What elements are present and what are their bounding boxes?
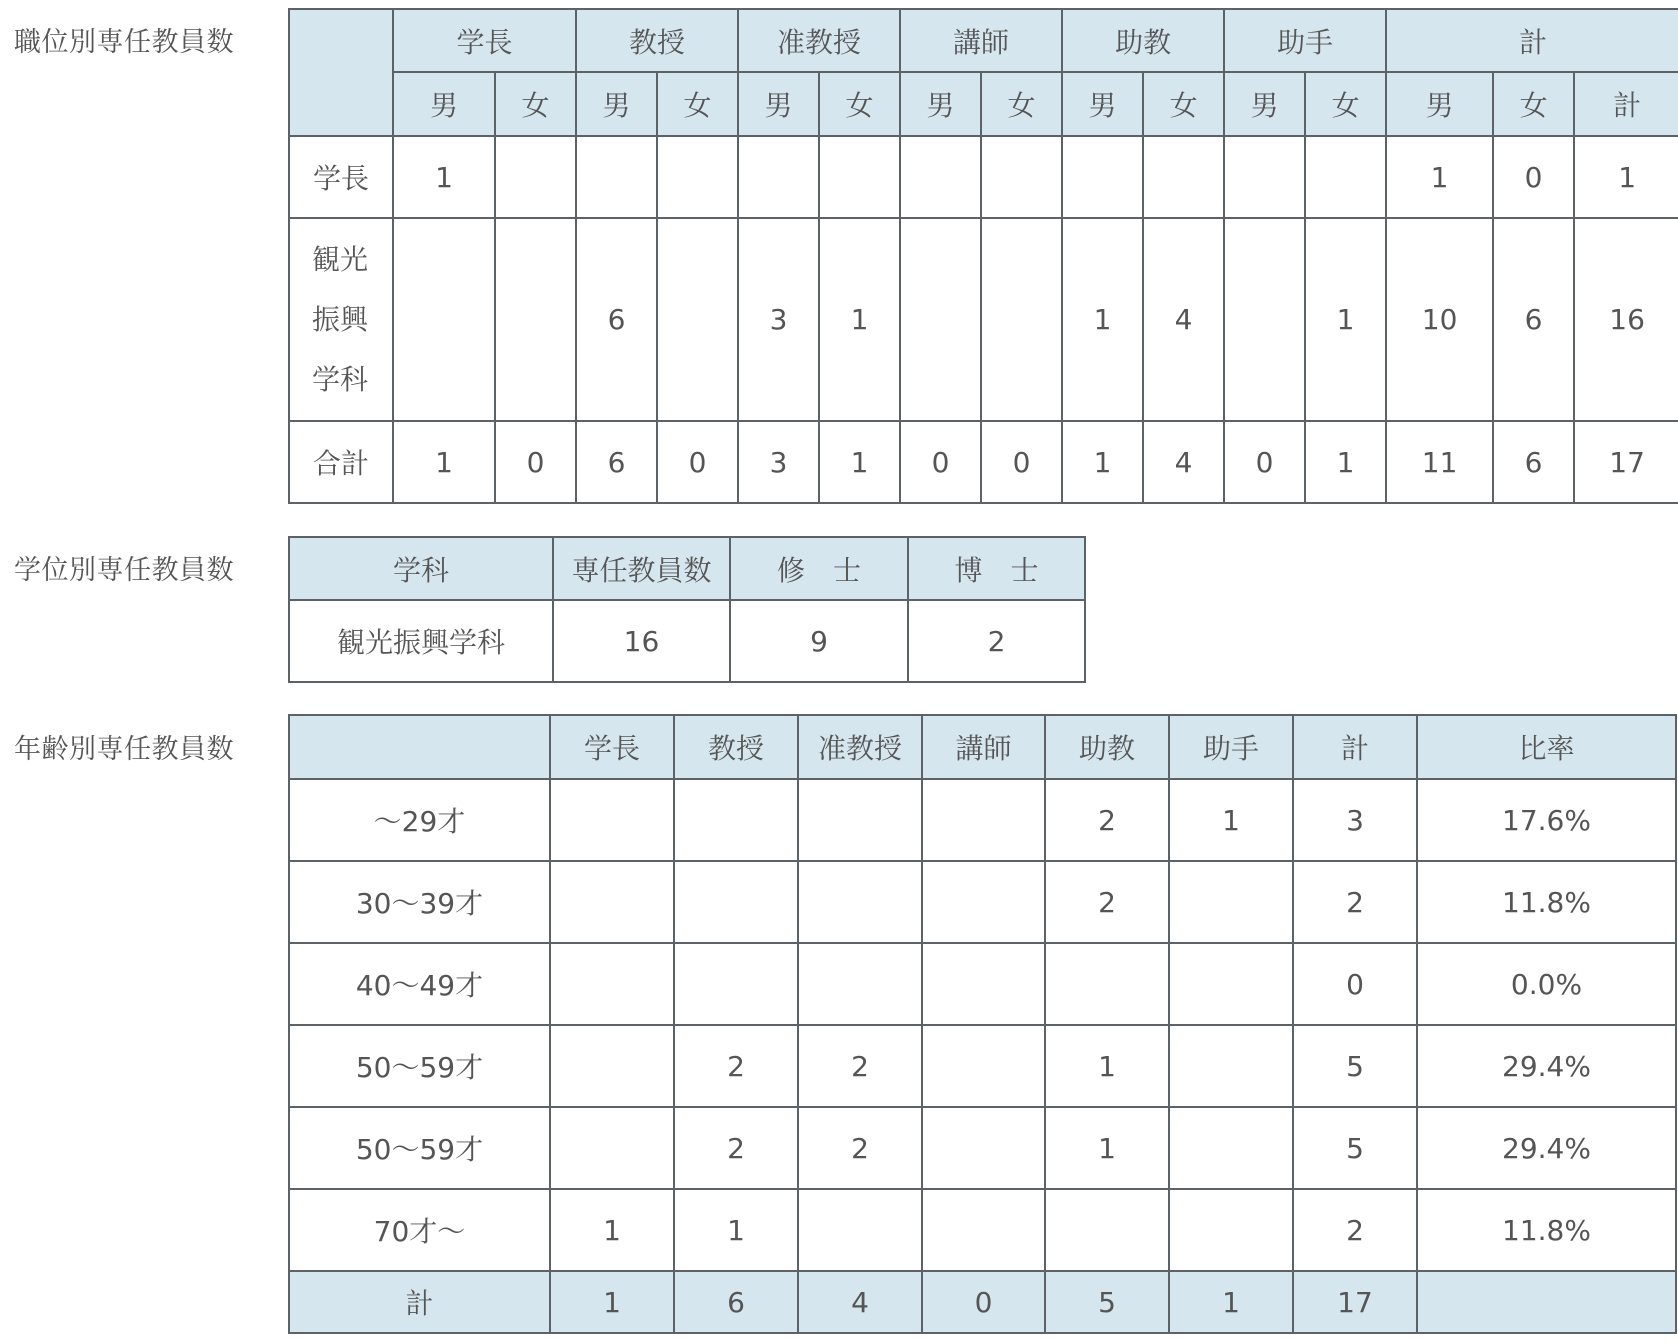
column-header: 専任教員数: [553, 537, 730, 600]
table-cell: [798, 1189, 922, 1271]
row-label: [289, 218, 393, 421]
table-cell: [550, 1107, 674, 1189]
position-corner-cell: [289, 9, 393, 136]
total-cell: 1: [550, 1271, 674, 1333]
table-cell: 2: [1293, 1189, 1417, 1271]
row-label-line: 観光: [312, 242, 369, 276]
age-section-label: 年齢別専任教員数: [14, 734, 234, 765]
table-cell: 3: [1293, 779, 1417, 861]
rank-header: 学長: [393, 9, 576, 72]
table-cell: 0: [1493, 136, 1574, 218]
table-cell: [1045, 1189, 1169, 1271]
table-cell: [495, 136, 576, 218]
gender-header: 男: [1062, 72, 1143, 136]
total-cell: 5: [1045, 1271, 1169, 1333]
table-cell: [798, 861, 922, 943]
table-cell: 2: [1045, 779, 1169, 861]
position-table: [288, 8, 1678, 504]
table-cell: 2: [908, 600, 1085, 682]
table-cell: [981, 136, 1062, 218]
table-cell: 3: [738, 218, 819, 421]
rank-header: 助手: [1224, 9, 1386, 72]
table-cell: 2: [798, 1025, 922, 1107]
table-cell: [1224, 136, 1305, 218]
table-cell: [922, 1189, 1045, 1271]
table-cell: [922, 943, 1045, 1025]
table-cell: [922, 1107, 1045, 1189]
table-cell: 0: [981, 421, 1062, 503]
gender-header: 女: [657, 72, 738, 136]
table-row: [289, 1025, 1676, 1107]
table-cell: 11.8%: [1417, 861, 1676, 943]
table-cell: [550, 943, 674, 1025]
column-header: 計: [1293, 715, 1417, 779]
table-cell: 0: [1224, 421, 1305, 503]
total-cell: 4: [798, 1271, 922, 1333]
degree-header-row: [289, 537, 1085, 600]
gender-header: 女: [1143, 72, 1224, 136]
table-row: [289, 600, 1085, 682]
table-cell: [674, 861, 798, 943]
table-cell: 5: [1293, 1107, 1417, 1189]
age-header-row: [289, 715, 1676, 779]
gender-header: 男: [738, 72, 819, 136]
total-cell: 0: [922, 1271, 1045, 1333]
table-cell: [1169, 943, 1293, 1025]
rank-header: 准教授: [738, 9, 900, 72]
table-cell: [1224, 218, 1305, 421]
table-cell: 2: [1045, 861, 1169, 943]
gender-header: 女: [495, 72, 576, 136]
table-cell: 1: [393, 136, 495, 218]
table-cell: [495, 218, 576, 421]
gender-header: 男: [393, 72, 495, 136]
table-cell: [981, 218, 1062, 421]
table-cell: [657, 136, 738, 218]
row-label-line: 振興: [312, 302, 369, 336]
total-cell: 17: [1293, 1271, 1417, 1333]
degree-section-label: 学位別専任教員数: [14, 555, 234, 586]
gender-header: 男: [576, 72, 657, 136]
table-row: [289, 779, 1676, 861]
rank-header: 計: [1386, 9, 1678, 72]
table-cell: 2: [798, 1107, 922, 1189]
table-cell: [738, 136, 819, 218]
gender-header: 計: [1574, 72, 1678, 136]
table-row: [289, 943, 1676, 1025]
table-cell: 29.4%: [1417, 1107, 1676, 1189]
table-cell: [393, 218, 495, 421]
table-cell: 9: [730, 600, 908, 682]
table-cell: [550, 779, 674, 861]
table-cell: 11.8%: [1417, 1189, 1676, 1271]
position-section-label: 職位別専任教員数: [14, 27, 234, 58]
table-cell: 10: [1386, 218, 1493, 421]
table-cell: 1: [393, 421, 495, 503]
table-cell: [922, 861, 1045, 943]
position-rank-header-row: [289, 9, 1678, 72]
table-cell: 1: [1169, 779, 1293, 861]
table-row: [289, 1107, 1676, 1189]
table-cell: 29.4%: [1417, 1025, 1676, 1107]
column-header: 修 士: [730, 537, 908, 600]
table-cell: 4: [1143, 218, 1224, 421]
table-cell: 6: [576, 421, 657, 503]
table-cell: 1: [1045, 1107, 1169, 1189]
table-cell: 2: [674, 1025, 798, 1107]
table-cell: [1045, 943, 1169, 1025]
table-cell: 2: [1293, 861, 1417, 943]
gender-header: 女: [819, 72, 900, 136]
column-header: 学科: [289, 537, 553, 600]
column-header: 講師: [922, 715, 1045, 779]
rank-header: 助教: [1062, 9, 1224, 72]
table-cell: 4: [1143, 421, 1224, 503]
table-cell: 1: [1062, 218, 1143, 421]
column-header: 助手: [1169, 715, 1293, 779]
table-cell: 1: [1305, 218, 1386, 421]
table-cell: 16: [553, 600, 730, 682]
table-cell: 0: [900, 421, 981, 503]
row-label-line: 学科: [312, 362, 369, 396]
table-cell: 0: [657, 421, 738, 503]
table-cell: [674, 943, 798, 1025]
table-cell: 0.0%: [1417, 943, 1676, 1025]
gender-header: 男: [1224, 72, 1305, 136]
column-header: 教授: [674, 715, 798, 779]
table-cell: [922, 779, 1045, 861]
table-cell: 6: [576, 218, 657, 421]
table-cell: [550, 861, 674, 943]
column-header: [289, 715, 550, 779]
row-label: 40～49才: [289, 943, 550, 1025]
table-cell: 6: [1493, 421, 1574, 503]
row-label: 学長: [289, 136, 393, 218]
table-cell: [798, 943, 922, 1025]
column-header: 博 士: [908, 537, 1085, 600]
row-label: 70才～: [289, 1189, 550, 1271]
table-cell: 17.6%: [1417, 779, 1676, 861]
table-cell: 0: [1293, 943, 1417, 1025]
gender-header: 女: [1493, 72, 1574, 136]
row-label: 30～39才: [289, 861, 550, 943]
table-cell: 1: [1045, 1025, 1169, 1107]
total-cell: 6: [674, 1271, 798, 1333]
column-header: 助教: [1045, 715, 1169, 779]
table-row: [289, 1189, 1676, 1271]
table-cell: [1169, 1189, 1293, 1271]
table-cell: [922, 1025, 1045, 1107]
row-label: 50～59才: [289, 1107, 550, 1189]
row-label: 合計: [289, 421, 393, 503]
age-table: [288, 714, 1677, 1334]
gender-header: 男: [900, 72, 981, 136]
table-cell: 1: [819, 218, 900, 421]
table-cell: [1169, 1025, 1293, 1107]
table-cell: [1169, 861, 1293, 943]
table-cell: [550, 1025, 674, 1107]
table-cell: [1305, 136, 1386, 218]
table-row: [289, 861, 1676, 943]
gender-header: 女: [1305, 72, 1386, 136]
position-gender-header-row: [289, 72, 1678, 136]
row-label: ～29才: [289, 779, 550, 861]
table-cell: [900, 218, 981, 421]
table-cell: [798, 779, 922, 861]
row-label: 観光振興学科: [289, 600, 553, 682]
rank-header: 教授: [576, 9, 738, 72]
table-cell: 6: [1493, 218, 1574, 421]
table-cell: 3: [738, 421, 819, 503]
row-label: 50～59才: [289, 1025, 550, 1107]
total-cell: [1417, 1271, 1676, 1333]
table-cell: 17: [1574, 421, 1678, 503]
table-cell: [576, 136, 657, 218]
total-row: [289, 1271, 1676, 1333]
table-cell: [1062, 136, 1143, 218]
table-cell: 1: [1305, 421, 1386, 503]
table-row: [289, 421, 1678, 503]
column-header: 准教授: [798, 715, 922, 779]
rank-header: 講師: [900, 9, 1062, 72]
table-cell: 0: [495, 421, 576, 503]
table-cell: 1: [819, 421, 900, 503]
total-label: 計: [289, 1271, 550, 1333]
gender-header: 女: [981, 72, 1062, 136]
column-header: 学長: [550, 715, 674, 779]
table-cell: 16: [1574, 218, 1678, 421]
table-cell: [1143, 136, 1224, 218]
table-row: [289, 136, 1678, 218]
gender-header: 男: [1386, 72, 1493, 136]
table-cell: [1169, 1107, 1293, 1189]
degree-table: [288, 536, 1086, 683]
table-cell: 1: [674, 1189, 798, 1271]
table-cell: 1: [550, 1189, 674, 1271]
column-header: 比率: [1417, 715, 1676, 779]
table-cell: [657, 218, 738, 421]
table-cell: [819, 136, 900, 218]
table-cell: 1: [1062, 421, 1143, 503]
table-row: [289, 218, 1678, 421]
table-cell: [900, 136, 981, 218]
total-cell: 1: [1169, 1271, 1293, 1333]
table-cell: 11: [1386, 421, 1493, 503]
table-cell: 2: [674, 1107, 798, 1189]
table-cell: 1: [1386, 136, 1493, 218]
table-cell: [674, 779, 798, 861]
table-cell: 5: [1293, 1025, 1417, 1107]
table-cell: 1: [1574, 136, 1678, 218]
